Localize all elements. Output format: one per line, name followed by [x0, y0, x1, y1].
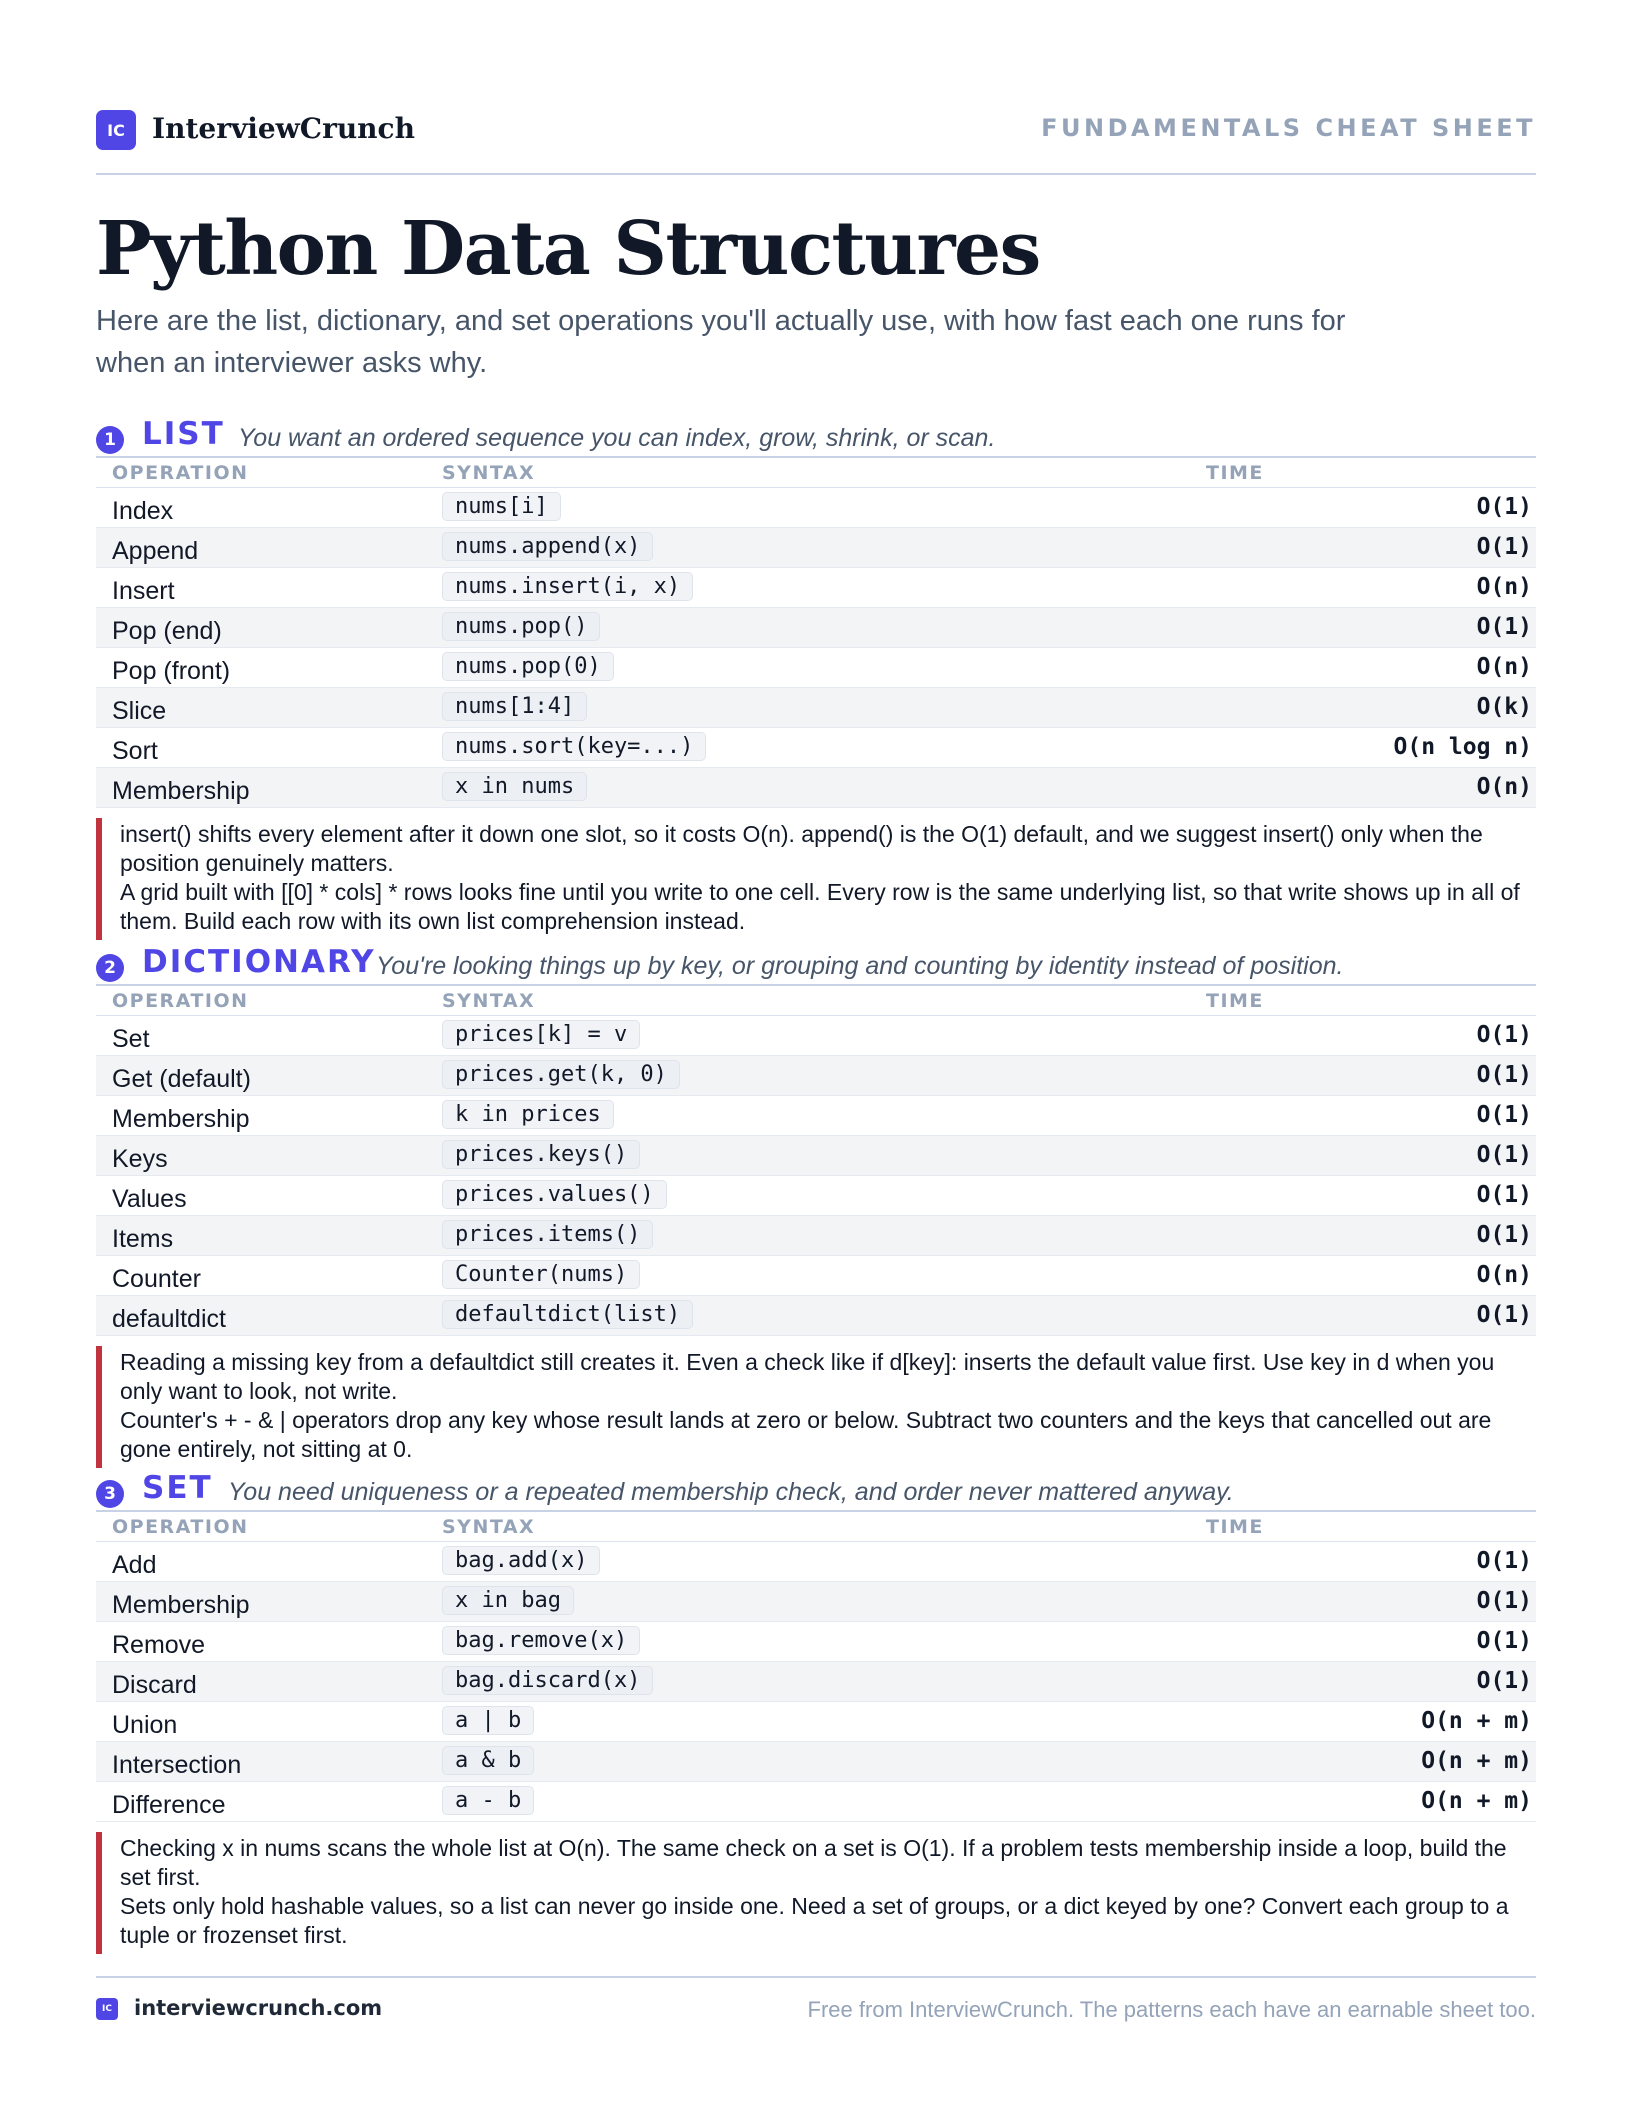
syntax-code: k in prices: [442, 1100, 614, 1129]
table-row: [96, 1542, 1536, 1582]
time-complexity: O(1): [1476, 1548, 1532, 1574]
operation-name: Remove: [112, 1631, 206, 1659]
footer-logo-icon: IC: [96, 1998, 118, 2020]
table-row: [96, 488, 1536, 528]
syntax-code: nums.insert(i, x): [442, 572, 693, 601]
section-set: [96, 1468, 1536, 1954]
syntax-code: nums.pop(): [442, 612, 600, 641]
table-row: [96, 728, 1536, 768]
table-row: [96, 1782, 1536, 1822]
column-header-syntax: SYNTAX: [442, 462, 536, 484]
note-text: Reading a missing key from a defaultdict still creates it. Even a check like if d[key]: inserts the default value first. Use key in d when you only want to look, not write.: [120, 1349, 1495, 1404]
note-text: A grid built with [[0] * cols] * rows looks fine until you write to one cell. Every row is the same underlying list, so that write shows up in all of them. Build each row with its own list comprehension instead.: [120, 879, 1520, 934]
operation-name: Membership: [112, 1591, 250, 1619]
time-complexity: O(1): [1476, 1588, 1532, 1614]
section-description: You need uniqueness or a repeated membership check, and order never mattered anyway.: [228, 1478, 1234, 1506]
time-complexity: O(n): [1476, 774, 1532, 800]
table-row: [96, 608, 1536, 648]
brand-logo-icon: IC: [96, 110, 136, 150]
syntax-code: nums.pop(0): [442, 652, 614, 681]
time-complexity: O(1): [1476, 1142, 1532, 1168]
syntax-code: nums[1:4]: [442, 692, 587, 721]
table-row: [96, 1056, 1536, 1096]
operation-name: Sort: [112, 737, 158, 765]
footer-site-link[interactable]: interviewcrunch.com: [134, 1996, 383, 2020]
syntax-code: x in bag: [442, 1586, 574, 1615]
column-header-time: TIME: [1206, 1516, 1264, 1538]
time-complexity: O(n): [1476, 574, 1532, 600]
operation-name: Slice: [112, 697, 167, 725]
operation-name: Discard: [112, 1671, 197, 1699]
section-header: [96, 942, 1536, 982]
syntax-code: bag.remove(x): [442, 1626, 640, 1655]
column-header-time: TIME: [1206, 990, 1264, 1012]
footer-note: Free from InterviewCrunch. The patterns each have an earnable sheet too.: [807, 1997, 1536, 2022]
syntax-code: a - b: [442, 1786, 534, 1815]
section-header: [96, 414, 1536, 454]
operation-name: Pop (front): [112, 657, 231, 685]
table-row: [96, 1702, 1536, 1742]
note-text: Counter's + - & | operators drop any key whose result lands at zero or below. Subtract two counters and the keys that cancelled out are gone entirely, not sitting at 0.: [120, 1407, 1492, 1462]
warning-notes: [96, 1832, 1536, 1954]
column-header-operation: OPERATION: [112, 1516, 249, 1538]
time-complexity: O(1): [1476, 1022, 1532, 1048]
syntax-code: prices.get(k, 0): [442, 1060, 680, 1089]
syntax-code: prices.values(): [442, 1180, 667, 1209]
operation-name: Counter: [112, 1265, 201, 1293]
time-complexity: O(1): [1476, 1182, 1532, 1208]
syntax-code: defaultdict(list): [442, 1300, 693, 1329]
column-header-time: TIME: [1206, 462, 1264, 484]
operation-name: Intersection: [112, 1751, 242, 1779]
column-header-operation: OPERATION: [112, 462, 249, 484]
table-header: [96, 986, 1536, 1016]
time-complexity: O(1): [1476, 534, 1532, 560]
table-row: [96, 688, 1536, 728]
section-dictionary: [96, 942, 1536, 1468]
header-divider: [96, 173, 1536, 175]
table-header: [96, 458, 1536, 488]
syntax-code: Counter(nums): [442, 1260, 640, 1289]
section-number-badge: 1: [96, 426, 124, 454]
time-complexity: O(1): [1476, 1628, 1532, 1654]
time-complexity: O(n log n): [1393, 734, 1532, 760]
time-complexity: O(n + m): [1421, 1788, 1532, 1814]
time-complexity: O(1): [1476, 1668, 1532, 1694]
table-row: [96, 1096, 1536, 1136]
table-row: [96, 1256, 1536, 1296]
operation-name: Append: [112, 537, 199, 565]
page-subtitle: Here are the list, dictionary, and set operations you'll actually use, with how fast each one runs for when an interviewer asks why.: [96, 305, 1346, 379]
time-complexity: O(1): [1476, 1302, 1532, 1328]
section-title: SET: [142, 1470, 213, 1506]
operation-name: defaultdict: [112, 1305, 226, 1333]
header: [96, 108, 1536, 152]
syntax-code: prices.items(): [442, 1220, 653, 1249]
cheat-sheet-page: [96, 0, 1536, 2112]
table-header: [96, 1512, 1536, 1542]
table-row: [96, 1016, 1536, 1056]
operation-name: Insert: [112, 577, 175, 605]
operation-name: Items: [112, 1225, 174, 1253]
section-header: [96, 1468, 1536, 1508]
syntax-code: prices.keys(): [442, 1140, 640, 1169]
time-complexity: O(1): [1476, 1102, 1532, 1128]
operation-name: Keys: [112, 1145, 168, 1173]
table-row: [96, 1216, 1536, 1256]
table-row: [96, 1136, 1536, 1176]
operation-name: Pop (end): [112, 617, 222, 645]
section-number-badge: 3: [96, 1480, 124, 1508]
time-complexity: O(1): [1476, 494, 1532, 520]
time-complexity: O(n): [1476, 1262, 1532, 1288]
time-complexity: O(1): [1476, 1062, 1532, 1088]
column-header-operation: OPERATION: [112, 990, 249, 1012]
table-row: [96, 768, 1536, 808]
operation-name: Get (default): [112, 1065, 251, 1093]
section-number-badge: 2: [96, 954, 124, 982]
warning-notes: [96, 1346, 1536, 1468]
syntax-code: nums[i]: [442, 492, 561, 521]
syntax-code: nums.sort(key=...): [442, 732, 706, 761]
time-complexity: O(n): [1476, 654, 1532, 680]
table-row: [96, 568, 1536, 608]
table-row: [96, 1622, 1536, 1662]
table-row: [96, 528, 1536, 568]
column-header-syntax: SYNTAX: [442, 990, 536, 1012]
table-row: [96, 1662, 1536, 1702]
time-complexity: O(1): [1476, 1222, 1532, 1248]
syntax-code: a | b: [442, 1706, 534, 1735]
note-text: Checking x in nums scans the whole list at O(n). The same check on a set is O(1). If a problem tests membership inside a loop, build the set first.: [120, 1835, 1507, 1890]
table-row: [96, 1176, 1536, 1216]
operation-name: Set: [112, 1025, 150, 1053]
section-title: LIST: [142, 416, 225, 452]
operation-name: Membership: [112, 1105, 250, 1133]
column-header-syntax: SYNTAX: [442, 1516, 536, 1538]
time-complexity: O(k): [1476, 694, 1532, 720]
operation-name: Values: [112, 1185, 187, 1213]
time-complexity: O(n + m): [1421, 1748, 1532, 1774]
note-text: insert() shifts every element after it down one slot, so it costs O(n). append() is the O(1) default, and we suggest insert() only when the position genuinely matters.: [120, 821, 1483, 876]
warning-notes: [96, 818, 1536, 940]
operation-name: Difference: [112, 1791, 226, 1819]
syntax-code: prices[k] = v: [442, 1020, 640, 1049]
operation-name: Membership: [112, 777, 250, 805]
syntax-code: nums.append(x): [442, 532, 653, 561]
syntax-code: a & b: [442, 1746, 534, 1775]
operation-name: Add: [112, 1551, 157, 1579]
syntax-code: x in nums: [442, 772, 587, 801]
operation-name: Union: [112, 1711, 178, 1739]
note-text: Sets only hold hashable values, so a list can never go inside one. Need a set of groups, or a dict keyed by one? Convert each group to a tuple or frozenset first.: [120, 1893, 1509, 1948]
section-list: [96, 414, 1536, 940]
table-row: [96, 648, 1536, 688]
section-description: You want an ordered sequence you can index, grow, shrink, or scan.: [238, 424, 996, 452]
table-row: [96, 1742, 1536, 1782]
sheet-tagline: FUNDAMENTALS CHEAT SHEET: [1041, 114, 1536, 142]
syntax-code: bag.discard(x): [442, 1666, 653, 1695]
section-title: DICTIONARY: [142, 944, 376, 980]
time-complexity: O(n + m): [1421, 1708, 1532, 1734]
time-complexity: O(1): [1476, 614, 1532, 640]
operation-name: Index: [112, 497, 174, 525]
page-title: Python Data Structures: [96, 206, 1040, 292]
table-row: [96, 1582, 1536, 1622]
brand-name: InterviewCrunch: [152, 112, 415, 145]
syntax-code: bag.add(x): [442, 1546, 600, 1575]
table-row: [96, 1296, 1536, 1336]
section-description: You're looking things up by key, or grouping and counting by identity instead of position.: [376, 952, 1344, 980]
footer-divider: [96, 1976, 1536, 1978]
